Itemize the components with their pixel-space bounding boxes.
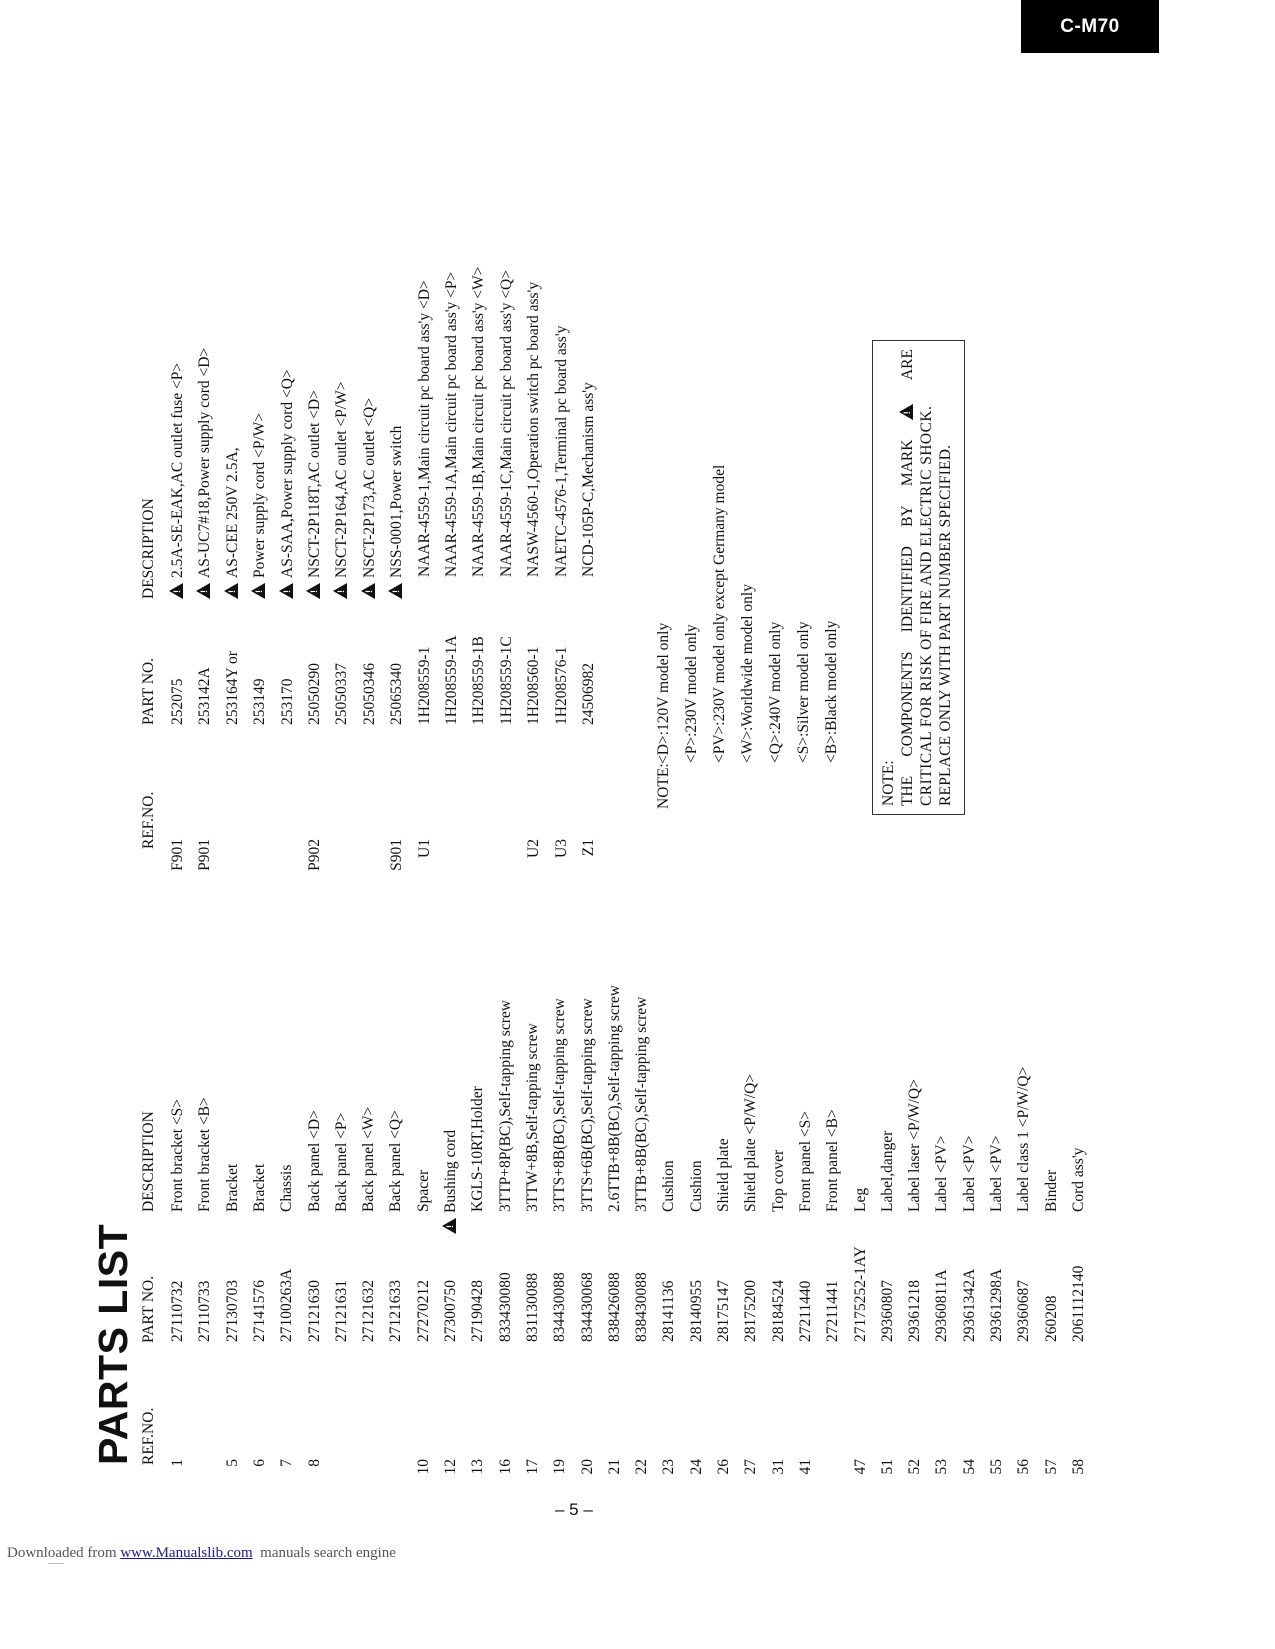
- part-number-cell: 27130703: [223, 1280, 241, 1342]
- description-cell: [523, 1023, 543, 1212]
- description-cell: [932, 1136, 952, 1212]
- description-text: NSS-0001,Power switch: [388, 425, 406, 578]
- ref-number-cell: 52: [906, 1459, 924, 1475]
- description-text: AS-CEE 250V 2.5A,: [223, 447, 241, 578]
- part-number-cell: 838430088: [633, 1272, 651, 1342]
- warning-word: IDENTIFIED: [899, 546, 916, 633]
- ref-number-cell: 6: [250, 1459, 268, 1467]
- manualslib-link[interactable]: www.Manualslib.com: [120, 1545, 253, 1561]
- part-number-cell: 28184524: [769, 1280, 787, 1342]
- description-cell: [823, 1109, 843, 1212]
- description-cell: [168, 363, 188, 599]
- ref-number-cell: P902: [306, 839, 323, 871]
- description-cell: [387, 426, 407, 599]
- safety-warning-icon: [442, 1218, 456, 1234]
- part-number-cell: 1H208576-1: [552, 646, 570, 725]
- description-cell: [415, 280, 435, 577]
- part-number-cell: 29360687: [1015, 1280, 1033, 1342]
- ref-number-cell: 20: [578, 1459, 596, 1475]
- part-number-cell: 838426088: [605, 1272, 623, 1342]
- ref-number-cell: 47: [851, 1459, 869, 1475]
- warning-line2-text: CRITICAL FOR RISK OF FIRE AND ELECTRIC SHOCK.: [918, 405, 935, 806]
- description-text: NAETC-4576-1,Terminal pc board ass'y: [552, 325, 570, 577]
- part-number-cell: 29360807: [878, 1280, 896, 1342]
- description-cell: [386, 1110, 406, 1212]
- description-cell: [332, 382, 352, 599]
- part-number-cell: 831130088: [523, 1272, 541, 1342]
- description-cell: [414, 1170, 434, 1212]
- part-number-cell: 833430080: [496, 1272, 514, 1342]
- note-item: <B>:Black model only: [823, 620, 840, 763]
- description-cell: [550, 998, 570, 1212]
- description-text: Top cover: [769, 1149, 787, 1212]
- ref-number-cell: 5: [223, 1459, 241, 1467]
- description-text: NAAR-4559-1,Main circuit pc board ass'y <D>: [415, 280, 433, 577]
- description-text: Back panel <D>: [305, 1110, 323, 1212]
- description-text: 3TTB+8B(BC),Self-tapping screw: [633, 996, 651, 1212]
- ref-number-cell: 21: [605, 1459, 623, 1475]
- footer-suffix: manuals search engine: [252, 1545, 396, 1561]
- description-text: Shield plate: [715, 1138, 732, 1212]
- warning-box-line1: [898, 349, 917, 806]
- part-number-cell: 27300750: [442, 1280, 459, 1342]
- part-number-cell: 27121630: [305, 1280, 323, 1342]
- description-text: NAAR-4559-1B,Main circuit pc board ass'y <W>: [470, 266, 488, 577]
- ref-number-cell: 12: [442, 1459, 459, 1475]
- description-cell: [496, 1000, 516, 1212]
- ref-number-cell: 53: [933, 1459, 951, 1475]
- model-badge: C-M70: [1021, 0, 1159, 53]
- part-number-cell: 2061112140: [1069, 1265, 1087, 1342]
- part-number-cell: 1H208559-1A: [443, 635, 460, 725]
- part-number-cell: 29360811A: [933, 1269, 951, 1342]
- warning-word: MARK: [899, 439, 916, 487]
- description-text: Back panel <Q>: [387, 1110, 405, 1212]
- description-cell: [905, 1079, 925, 1212]
- part-number-cell: 1H208559-1: [415, 646, 433, 725]
- description-text: AS-UC7#18,Power supply cord <D>: [196, 347, 214, 578]
- description-text: Label <PV>: [960, 1135, 978, 1212]
- description-text: NASW-4560-1,Operation switch pc board ass'y: [525, 281, 543, 577]
- part-number-cell: 25050290: [306, 663, 323, 725]
- description-cell: [223, 1164, 243, 1212]
- description-text: Label class 1 <P/W/Q>: [1015, 1066, 1033, 1212]
- description-text: NCD-105P-C,Mechanism ass'y: [580, 382, 597, 577]
- part-number-cell: 28175200: [742, 1280, 760, 1342]
- description-cell: [960, 1136, 980, 1212]
- part-number-cell: 27100263A: [278, 1268, 296, 1342]
- note-item: <Q>:240V model only: [767, 621, 784, 763]
- description-text: NSCT-2P164,AC outlet <P/W>: [333, 381, 351, 578]
- right-table-header-ref: REF.NO.: [140, 791, 157, 849]
- left-table-header-part: PART NO.: [140, 1275, 157, 1343]
- note-item: <W>:Worldwide model only: [739, 584, 756, 763]
- description-text: Cord ass'y: [1069, 1147, 1087, 1212]
- warning-box-line2: [917, 349, 936, 806]
- ref-number-cell: 19: [551, 1459, 569, 1475]
- ref-number-cell: S901: [388, 839, 406, 871]
- note-item: <PV>:230V model only except Germany model: [711, 464, 728, 763]
- right-table-header-desc: DESCRIPTION: [140, 498, 157, 599]
- part-number-cell: 28141136: [660, 1280, 678, 1342]
- footer-source: [7, 1545, 396, 1562]
- description-cell: [497, 270, 517, 577]
- description-text: NAAR-4559-1C,Main circuit pc board ass'y <Q>: [497, 270, 515, 577]
- safety-warning-icon: [361, 583, 375, 599]
- description-text: Front bracket <B>: [196, 1097, 214, 1212]
- description-cell: [441, 1130, 461, 1234]
- description-cell: [714, 1138, 734, 1212]
- part-number-cell: 27110733: [196, 1280, 214, 1342]
- description-cell: [1042, 1170, 1062, 1212]
- part-number-cell: 253142A: [196, 667, 214, 725]
- description-text: NSCT-2P173,AC outlet <Q>: [360, 397, 378, 578]
- description-text: Label <PV>: [933, 1135, 951, 1212]
- description-cell: [442, 272, 462, 577]
- ref-number-cell: 31: [769, 1459, 787, 1475]
- part-number-cell: 834430068: [578, 1272, 596, 1342]
- description-cell: [741, 1074, 761, 1212]
- description-text: 2.5A-SE-EAK,AC outlet fuse <P>: [169, 362, 186, 578]
- description-text: Cushion: [660, 1160, 678, 1212]
- ref-number-cell: 56: [1015, 1459, 1033, 1475]
- description-cell: [305, 390, 325, 599]
- description-cell: [987, 1136, 1007, 1212]
- ref-number-cell: 24: [687, 1459, 705, 1475]
- left-table-header-ref: REF.NO.: [140, 1407, 157, 1465]
- part-number-cell: 252075: [169, 678, 186, 725]
- part-number-cell: 29361218: [906, 1280, 924, 1342]
- part-number-cell: 24506982: [580, 663, 597, 725]
- description-text: Bracket: [223, 1163, 241, 1212]
- safety-warning-box: [872, 340, 965, 815]
- notes-label: NOTE:: [655, 763, 672, 809]
- left-table-header-desc: DESCRIPTION: [140, 1111, 157, 1212]
- description-cell: [360, 398, 380, 599]
- ref-number-cell: 57: [1042, 1459, 1060, 1475]
- safety-warning-icon: [388, 583, 402, 599]
- description-cell: [469, 267, 489, 577]
- part-number-cell: 27121633: [387, 1280, 405, 1342]
- description-text: Spacer: [414, 1169, 432, 1212]
- safety-warning-icon: [279, 583, 293, 599]
- page-number: – 5 –: [555, 1500, 593, 1519]
- part-number-cell: 1H208560-1: [525, 646, 543, 725]
- part-number-cell: 1H208559-1B: [470, 636, 488, 725]
- description-cell: [578, 998, 598, 1212]
- description-cell: [332, 1113, 352, 1212]
- note-item: <D>:120V model only: [655, 622, 672, 764]
- ref-number-cell: Z1: [580, 839, 597, 857]
- ref-number-cell: 27: [742, 1459, 760, 1475]
- right-table-header-part: PART NO.: [140, 657, 157, 725]
- description-cell: [552, 326, 572, 577]
- part-number-cell: 25065340: [388, 663, 406, 725]
- description-cell: [769, 1150, 789, 1212]
- description-cell: [168, 1099, 188, 1212]
- description-cell: [223, 447, 243, 599]
- part-number-cell: 25050337: [333, 663, 351, 725]
- safety-warning-icon: [251, 583, 265, 599]
- description-text: Shield plate <P/W/Q>: [742, 1073, 760, 1212]
- warning-word: ARE: [899, 349, 916, 381]
- ref-number-cell: 41: [796, 1459, 814, 1475]
- warning-box-label: NOTE:: [880, 760, 897, 806]
- part-number-cell: 27121632: [360, 1280, 378, 1342]
- description-text: Label,danger: [878, 1130, 896, 1212]
- part-number-cell: 27110732: [169, 1280, 186, 1342]
- warning-box-line3: REPLACE ONLY WITH PART NUMBER SPECIFIED.: [937, 444, 954, 806]
- ref-number-cell: U3: [552, 839, 570, 858]
- description-cell: [277, 1165, 297, 1212]
- note-item: <P>:230V model only: [683, 624, 700, 763]
- description-cell: [195, 1097, 215, 1212]
- part-number-cell: 27211440: [796, 1280, 814, 1342]
- description-cell: [1069, 1148, 1089, 1212]
- ref-number-cell: 51: [878, 1459, 896, 1475]
- description-text: Bracket: [250, 1163, 268, 1212]
- description-text: Front bracket <S>: [169, 1098, 186, 1212]
- description-cell: [796, 1111, 816, 1212]
- description-text: Back panel <P>: [332, 1112, 350, 1212]
- part-number-cell: 253164Y or: [223, 651, 241, 725]
- description-text: Bushing cord: [442, 1129, 459, 1213]
- part-number-cell: 834430088: [551, 1272, 569, 1342]
- description-text: 3TTP+8P(BC),Self-tapping screw: [496, 1000, 514, 1212]
- ref-number-cell: 13: [469, 1459, 487, 1475]
- description-cell: [579, 382, 599, 577]
- description-cell: [359, 1107, 379, 1212]
- description-text: Chassis: [278, 1164, 296, 1212]
- part-number-cell: 28175147: [715, 1280, 732, 1342]
- safety-warning-icon: [306, 583, 320, 599]
- description-text: Leg: [851, 1187, 869, 1212]
- part-number-cell: 260208: [1042, 1295, 1060, 1342]
- description-text: AS-SAA,Power supply cord <Q>: [278, 369, 296, 578]
- description-text: Label <PV>: [988, 1135, 1005, 1212]
- part-number-cell: 27121631: [332, 1280, 350, 1342]
- part-number-cell: 27270212: [414, 1280, 432, 1342]
- part-number-cell: 29361342A: [960, 1268, 978, 1342]
- part-number-cell: 27141576: [250, 1280, 268, 1342]
- description-cell: [878, 1131, 898, 1212]
- part-number-cell: 253170: [278, 678, 296, 725]
- description-text: Back panel <W>: [360, 1106, 378, 1212]
- description-text: Cushion: [687, 1160, 705, 1212]
- part-number-cell: 29361298A: [988, 1268, 1005, 1342]
- description-text: Front panel <S>: [796, 1110, 814, 1212]
- part-number-cell: 25050346: [360, 663, 378, 725]
- description-text: 3TTS+8B(BC),Self-tapping screw: [551, 998, 569, 1212]
- safety-warning-icon: [196, 583, 210, 599]
- part-number-cell: 253149: [251, 678, 269, 725]
- part-number-cell: 27175252-1AY: [851, 1246, 869, 1342]
- description-cell: [851, 1188, 871, 1212]
- description-cell: [1014, 1067, 1034, 1212]
- warning-triangle-icon: [898, 399, 917, 420]
- description-cell: [524, 282, 544, 577]
- ref-number-cell: 23: [660, 1459, 678, 1475]
- ref-number-cell: 22: [633, 1459, 651, 1475]
- safety-warning-icon: [224, 583, 238, 599]
- description-text: Power supply cord <P/W>: [251, 412, 269, 578]
- description-text: 3TTW+8B,Self-tapping screw: [523, 1023, 541, 1212]
- ref-number-cell: 8: [305, 1459, 323, 1467]
- description-cell: [305, 1110, 325, 1212]
- description-cell: [278, 369, 298, 599]
- ref-number-cell: U1: [415, 839, 433, 858]
- description-cell: [250, 1164, 270, 1212]
- warning-word: BY: [899, 505, 916, 527]
- ref-number-cell: 16: [496, 1459, 514, 1475]
- description-cell: [250, 413, 270, 599]
- description-cell: [632, 997, 652, 1212]
- ref-number-cell: 58: [1069, 1459, 1087, 1475]
- description-text: Binder: [1042, 1169, 1060, 1212]
- description-text: KGLS-10RT,Holder: [469, 1086, 487, 1212]
- ref-number-cell: 10: [414, 1459, 432, 1475]
- page-title: PARTS LIST: [90, 1223, 136, 1465]
- ref-number-cell: U2: [525, 839, 543, 858]
- ref-number-cell: 7: [278, 1459, 296, 1467]
- part-number-cell: 27211441: [824, 1280, 842, 1342]
- description-cell: [659, 1160, 679, 1212]
- ref-number-cell: 55: [988, 1459, 1005, 1475]
- description-text: 2.6TTB+8B(BC),Self-tapping screw: [605, 985, 623, 1212]
- part-number-cell: 1H208559-1C: [497, 636, 515, 725]
- description-cell: [687, 1160, 707, 1212]
- ref-number-cell: 1: [169, 1459, 186, 1467]
- footer-mark: [48, 1563, 64, 1564]
- description-text: NSCT-2P118T,AC outlet <D>: [306, 390, 323, 578]
- description-text: NAAR-4559-1A,Main circuit pc board ass'y <P>: [443, 271, 460, 577]
- safety-warning-icon: [169, 583, 183, 599]
- warning-word: COMPONENTS: [899, 651, 916, 757]
- ref-number-cell: 26: [715, 1459, 732, 1475]
- description-cell: [468, 1086, 488, 1212]
- safety-warning-icon: [333, 583, 347, 599]
- ref-number-cell: P901: [196, 839, 214, 871]
- part-number-cell: 28140955: [687, 1280, 705, 1342]
- ref-number-cell: 54: [960, 1459, 978, 1475]
- description-text: Front panel <B>: [824, 1109, 842, 1212]
- note-item: <S>:Silver model only: [795, 621, 812, 763]
- warning-word: THE: [899, 775, 916, 806]
- footer-prefix: Downloaded from: [7, 1545, 121, 1561]
- part-number-cell: 27190428: [469, 1280, 487, 1342]
- description-text: 3TTS+6B(BC),Self-tapping screw: [578, 998, 596, 1212]
- description-cell: [605, 985, 625, 1212]
- description-cell: [195, 348, 215, 599]
- ref-number-cell: F901: [169, 839, 186, 871]
- description-text: Label laser <P/W/Q>: [906, 1079, 924, 1212]
- ref-number-cell: 17: [523, 1459, 541, 1475]
